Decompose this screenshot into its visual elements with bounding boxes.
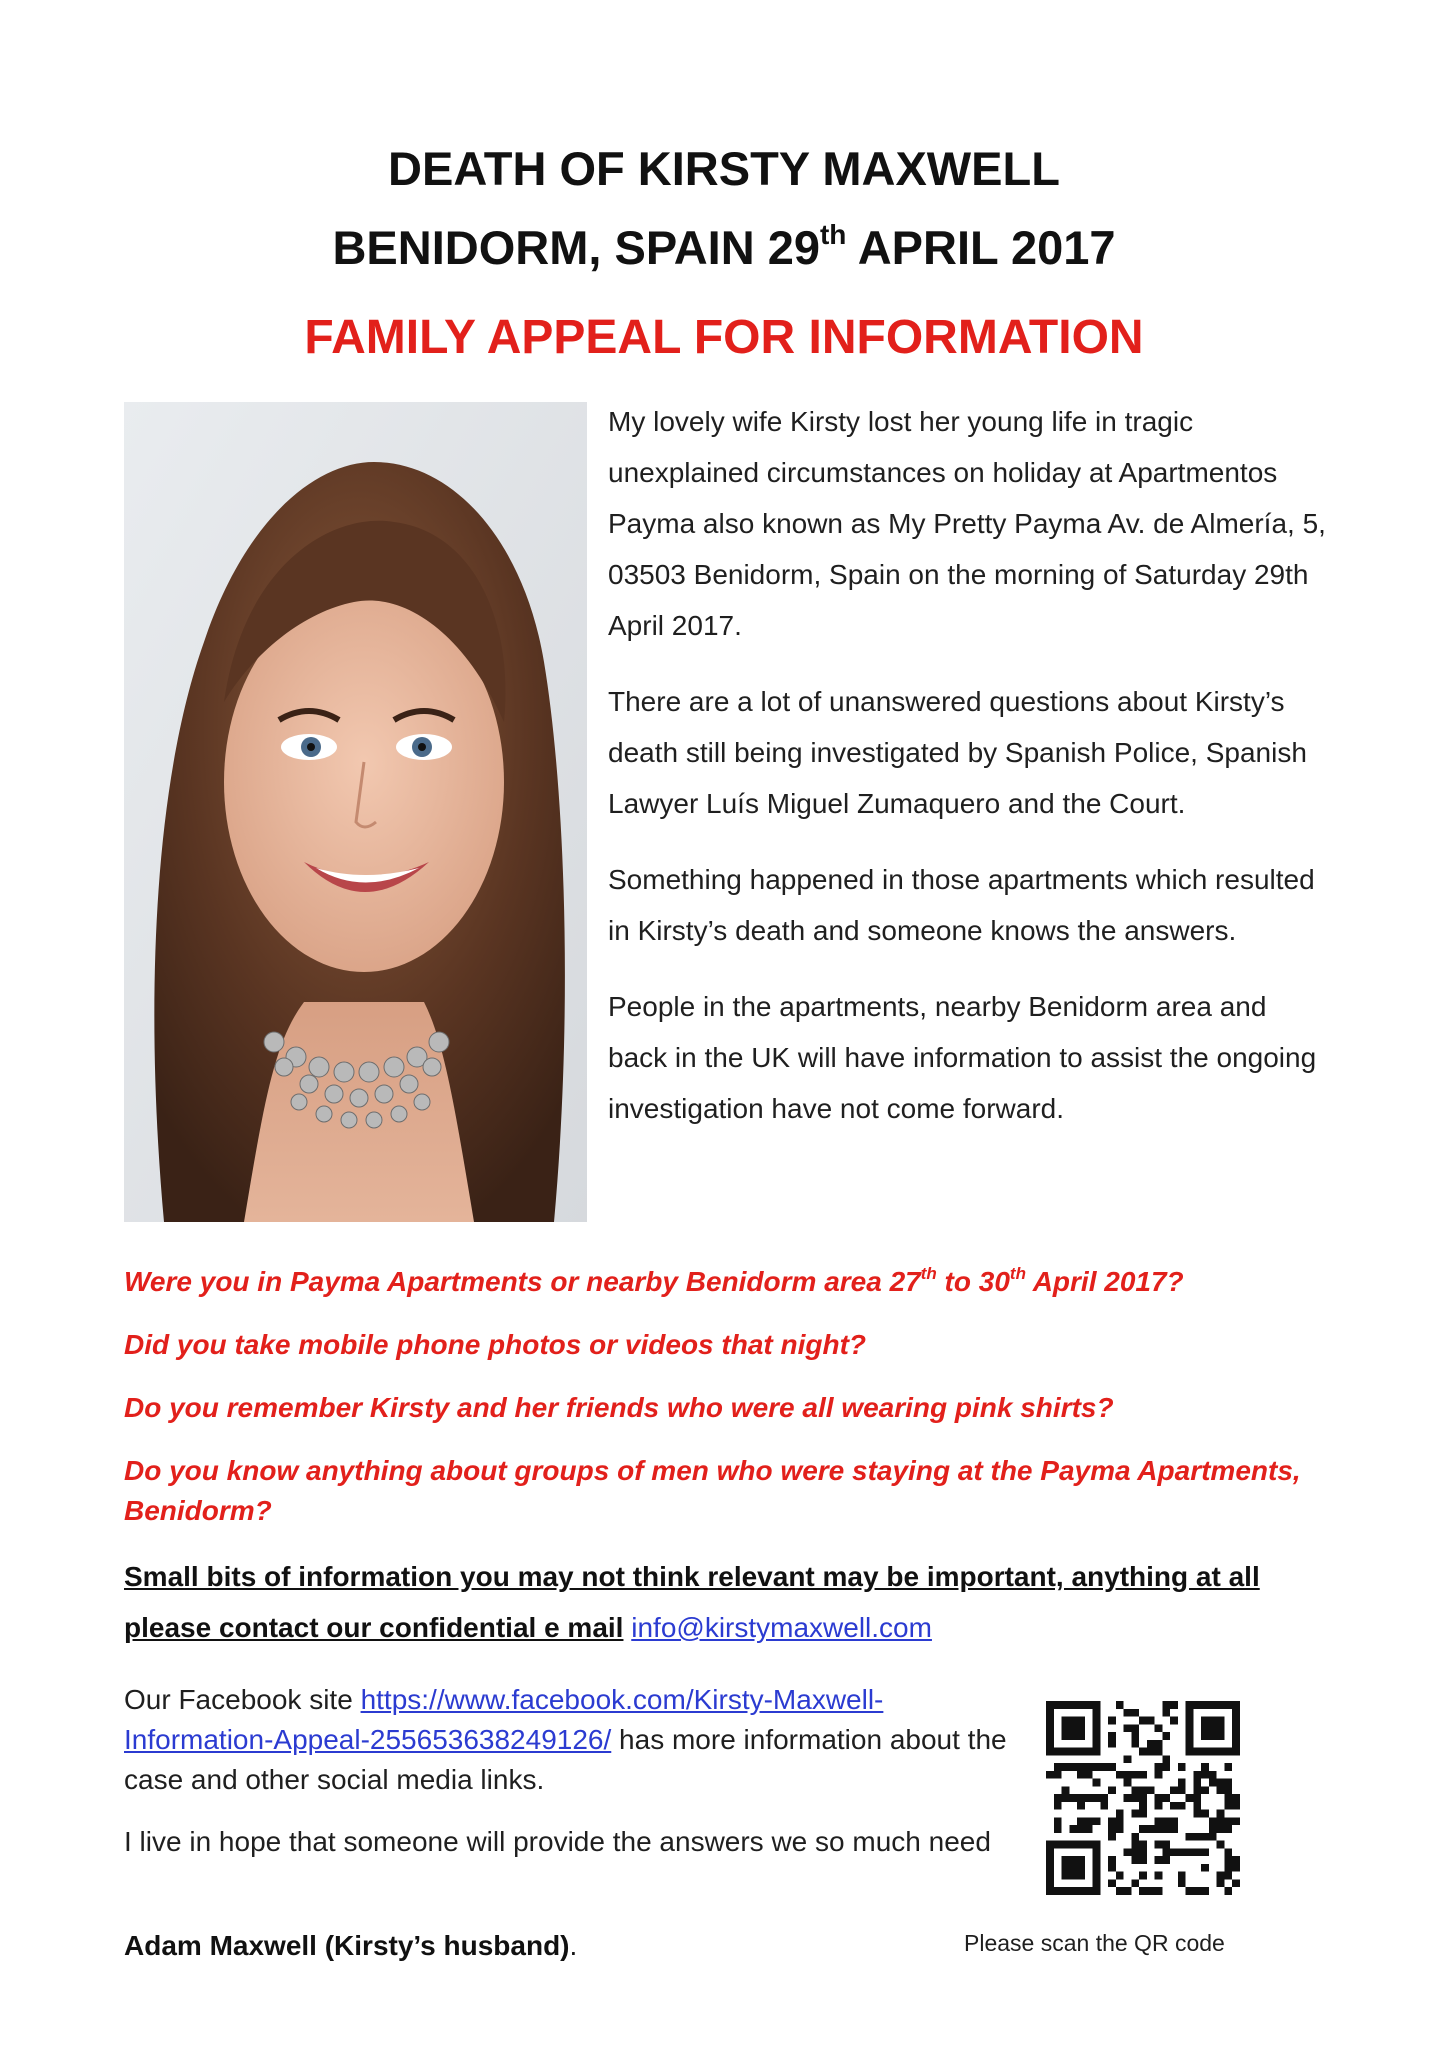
intro-paragraph-3: Something happened in those apartments which resulted in Kirsty’s death and someone knows the answers. (608, 864, 1315, 946)
question-4: Do you know anything about groups of men who were staying at the Payma Apartments, Benidorm? (124, 1455, 1301, 1526)
subtitle-ordinal: th (819, 219, 847, 250)
question-1-ordinal-1: th (920, 1264, 937, 1283)
question-3: Do you remember Kirsty and her friends who were all wearing pink shirts? (124, 1392, 1114, 1423)
intro-paragraph-2: There are a lot of unanswered questions about Kirsty’s death still being investigated by Spanish Police, Spanish Lawyer Luís Miguel Zumaquero and the Court. (608, 686, 1307, 819)
question-1-ordinal-2: th (1009, 1264, 1026, 1283)
facebook-paragraph (124, 1680, 1024, 1800)
question-2: Did you take mobile phone photos or videos that night? (124, 1329, 867, 1360)
contact-request (124, 1551, 1324, 1653)
poster-appeal-heading: FAMILY APPEAL FOR INFORMATION (304, 311, 1144, 364)
facebook-page-link[interactable]: https://www.facebook.com/Kirsty-Maxwell-Information-Appeal-255653638249126/ (124, 1684, 884, 1755)
poster-subtitle-location-date (0, 219, 1448, 274)
subtitle-suffix: APRIL 2017 (846, 221, 1116, 274)
qr-code[interactable] (1046, 1701, 1240, 1895)
contact-email-link[interactable]: info@kirstymaxwell.com (631, 1612, 932, 1643)
signature-name: Adam Maxwell (Kirsty’s husband) (124, 1930, 570, 1961)
subtitle-prefix: BENIDORM, SPAIN 29 (332, 221, 820, 274)
qr-code-image (1046, 1701, 1240, 1895)
hope-paragraph: I live in hope that someone will provide the answers we so much need (124, 1826, 991, 1857)
kirsty-portrait-photo (124, 402, 587, 1222)
signature-period: . (569, 1930, 578, 1961)
qr-caption: Please scan the QR code (964, 1930, 1225, 1956)
contact-request-text: Small bits of information you may not think relevant may be important, anything at all please contact our confidential e mail (124, 1561, 1260, 1643)
intro-paragraph-4: People in the apartments, nearby Benidorm area and back in the UK will have information to assist the ongoing investigation have not come forward. (608, 991, 1317, 1124)
poster-title: DEATH OF KIRSTY MAXWELL (388, 142, 1060, 195)
appeal-questions (124, 1262, 1324, 1554)
question-1 (124, 1262, 1324, 1302)
facebook-info (124, 1680, 1024, 1884)
facebook-suffix: has more information about the case and other social media links. (124, 1724, 1007, 1795)
intro-text (608, 396, 1328, 1159)
signature (124, 1926, 577, 1966)
question-1-part-c: April 2017? (1025, 1266, 1184, 1297)
facebook-prefix: Our Facebook site (124, 1684, 361, 1715)
question-1-part-a: Were you in Payma Apartments or nearby Benidorm area 27 (124, 1266, 921, 1297)
intro-paragraph-1: My lovely wife Kirsty lost her young life in tragic unexplained circumstances on holiday at Apartmentos Payma also known as My Pretty Payma Av. de Almería, 5, 03503 Benidorm, Spain on the morning of Saturday 29th April 2017. (608, 406, 1326, 641)
question-1-part-b: to 30 (936, 1266, 1010, 1297)
